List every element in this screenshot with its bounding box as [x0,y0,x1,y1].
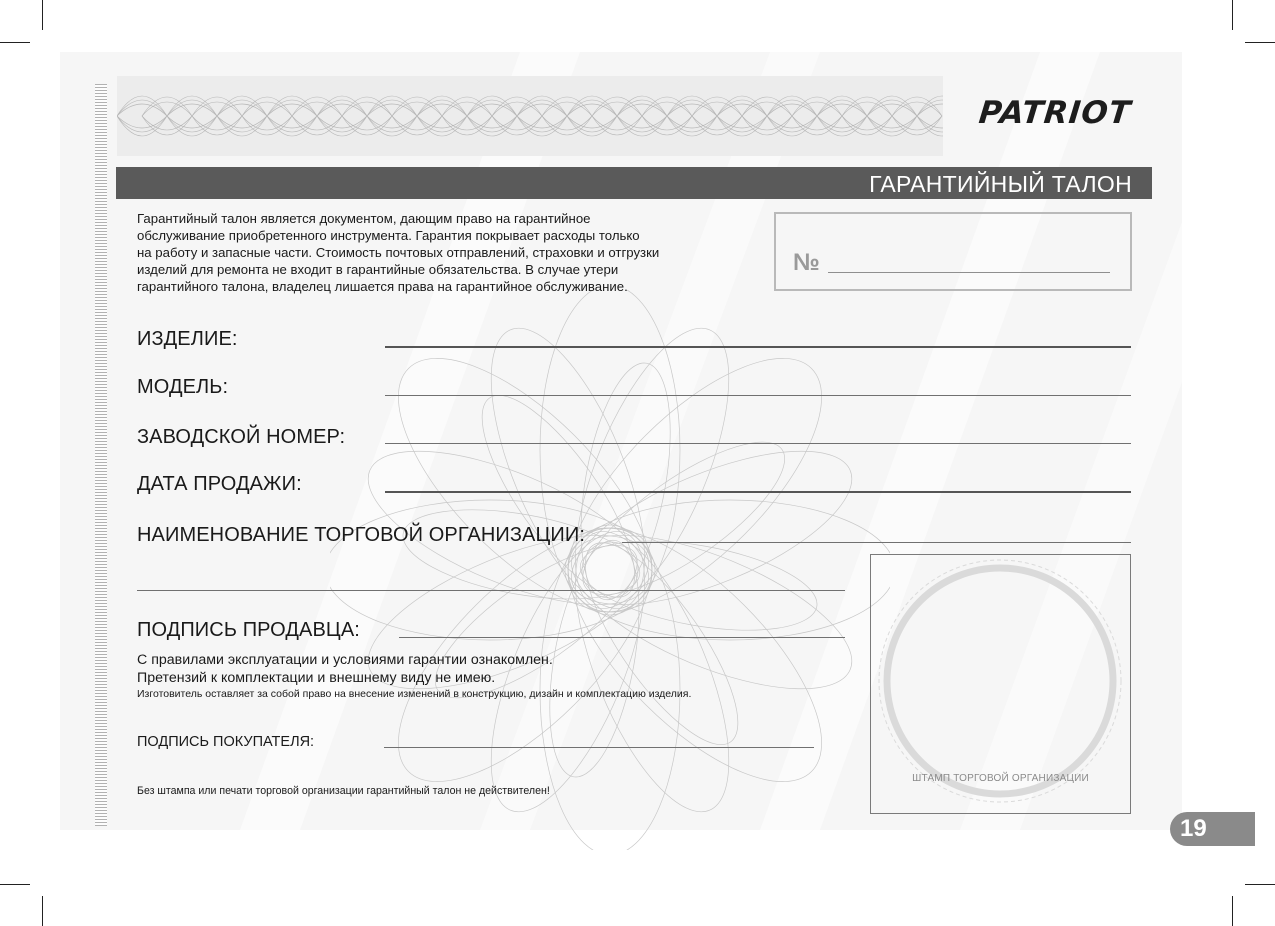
product-label: ИЗДЕЛИЕ: [137,328,238,350]
acknowledgement-no-claims: Претензий к комплектации и внешнему виду не имею. [137,670,496,686]
seller-signature-label: ПОДПИСЬ ПРОДАВЦА: [137,619,360,641]
microtext-security-strip [95,84,107,826]
crop-mark [1245,884,1275,885]
buyer-signature-label: ПОДПИСЬ ПОКУПАТЕЛЯ: [137,734,315,750]
product-field[interactable] [385,346,1131,348]
crop-mark [0,42,30,43]
brand-logo: PATRIOT [977,95,1133,131]
page-title: ГАРАНТИЙНЫЙ ТАЛОН [869,171,1132,197]
model-label: МОДЕЛЬ: [137,376,229,398]
guilloche-band-decoration [117,76,943,156]
intro-line: Гарантийный талон является документом, дающим право на гарантийное [137,211,591,226]
sale-date-field[interactable] [385,491,1131,493]
store-name-field-continued[interactable] [137,590,845,591]
rosette-guilloche-decoration [330,290,890,850]
manufacturer-note: Изготовитель оставляет за собой право на внесение изменений в конструкцию, дизайн и комплектацию изделия. [137,688,692,700]
number-sign-label: № [793,249,820,276]
sale-date-label: ДАТА ПРОДАЖИ: [137,473,302,495]
title-bar [116,167,1152,199]
crop-mark [42,0,43,30]
coupon-number-field[interactable] [828,272,1110,273]
intro-paragraph [137,210,777,295]
serial-number-label: ЗАВОДСКОЙ НОМЕР: [137,426,346,448]
intro-line: обслуживание приобретенного инструмента. Гарантия покрывает расходы только [137,228,640,244]
stamp-caption: ШТАМП ТОРГОВОЙ ОРГАНИЗАЦИИ [912,773,1089,784]
model-field[interactable] [385,395,1131,396]
page-number: 19 [1180,815,1207,842]
store-stamp-box[interactable] [870,554,1131,814]
seller-signature-field[interactable] [399,637,845,638]
page-number-badge [1170,812,1255,846]
validity-note: Без штампа или печати торговой организации гарантийный талон не действителен! [137,785,550,797]
coupon-number-box [774,212,1132,291]
crop-mark [0,884,30,885]
store-name-field[interactable] [622,542,1131,543]
crop-mark [1245,42,1275,43]
crop-mark [1232,896,1233,926]
crop-mark [1232,0,1233,30]
intro-line: гарантийного талона, владелец лишается права на гарантийное обслуживание. [137,279,628,295]
buyer-signature-field[interactable] [384,747,814,748]
store-name-label: НАИМЕНОВАНИЕ ТОРГОВОЙ ОРГАНИЗАЦИИ: [137,524,585,546]
acknowledgement-rules: С правилами эксплуатации и условиями гарантии ознакомлен. [137,652,553,668]
intro-line: на работу и запасные части. Стоимость почтовых отправлений, страховки и отгрузки [137,245,660,261]
intro-line: изделий для ремонта не входит в гарантийные обязательства. В случае утери [137,262,619,278]
crop-mark [42,896,43,926]
serial-number-field[interactable] [385,443,1131,444]
